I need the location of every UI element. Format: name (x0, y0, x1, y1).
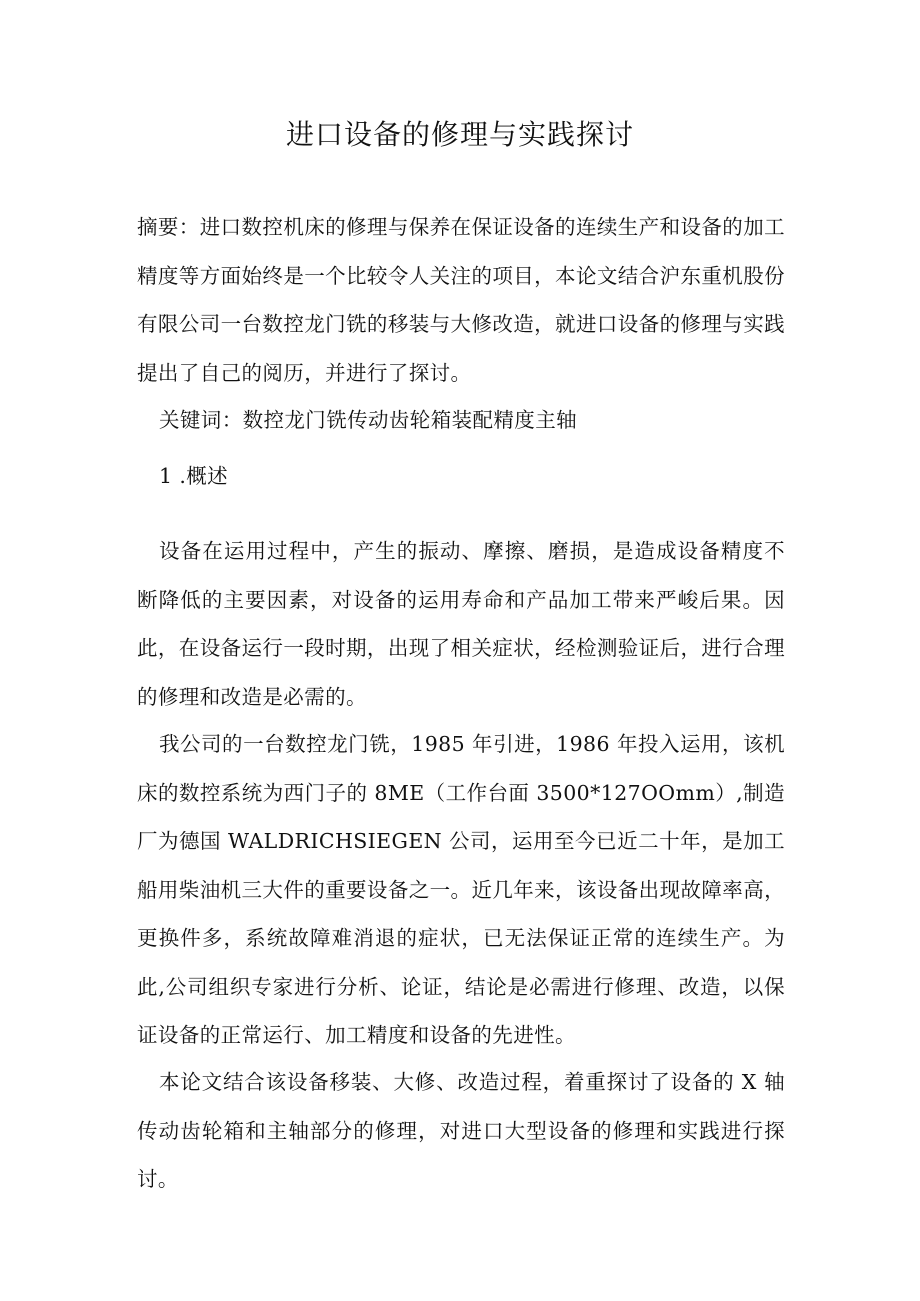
body-paragraph: 本论文结合该设备移装、大修、改造过程，着重探讨了设备的 X 轴传动齿轮箱和主轴部分的修理，对进口大型设备的修理和实践进行探讨。 (137, 1070, 785, 1191)
keywords-line: 关键词：数控龙门铣传动齿轮箱装配精度主轴 (159, 408, 577, 432)
body-paragraph: 设备在运用过程中，产生的振动、摩擦、磨损，是造成设备精度不断降低的主要因素，对设备的运用寿命和产品加工带来严峻后果。因此，在设备运行一段时期，出现了相关症状，经检测验证后，进行合理的修理和改造是必需的。 (137, 539, 785, 709)
document-title: 进口设备的修理与实践探讨 (285, 118, 634, 151)
section-heading: 1 .概述 (159, 464, 229, 488)
body-paragraph: 我公司的一台数控龙门铣，1985 年引进，1986 年投入运用，该机床的数控系统为西门子的 8ME（工作台面 3500*127OOmm）,制造厂为德国 WALDRICHSIEGEN 公司，运用至今已近二十年，是加工船用柴油机三大件的重要设备之一。近几年来，该设备出现故障率高，更换件多，系统故障难消退的症状，已无法保证正常的连续生产。为此,公司组织专家进行分析、论证，结论是必需进行修理、改造，以保证设备的正常运行、加工精度和设备的先进性。 (137, 732, 785, 1047)
abstract-paragraph: 摘要：进口数控机床的修理与保养在保证设备的连续生产和设备的加工精度等方面始终是一个比较令人关注的项目，本论文结合沪东重机股份有限公司一台数控龙门铣的移装与大修改造，就进口设备的修理与实践提出了自己的阅历，并进行了探讨。 (137, 215, 785, 385)
